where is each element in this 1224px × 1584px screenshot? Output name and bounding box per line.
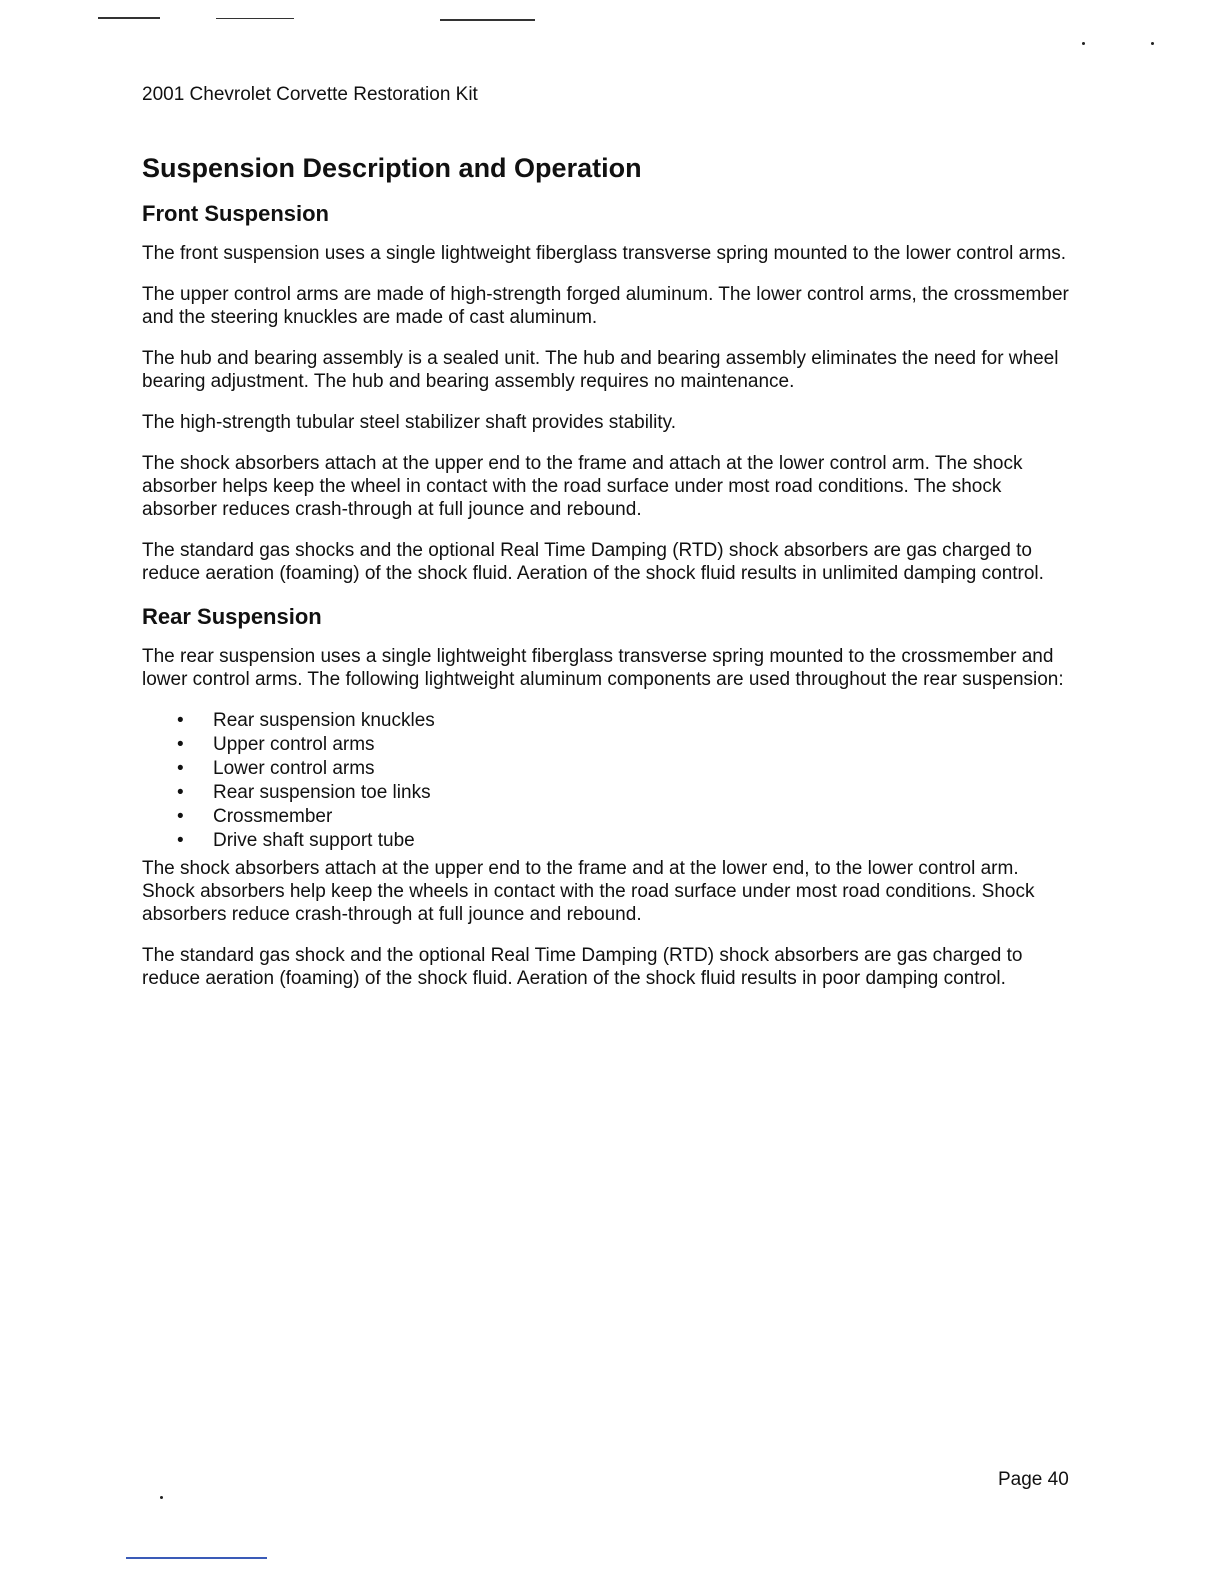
page-title: Suspension Description and Operation <box>142 153 642 183</box>
list-item-text: Upper control arms <box>213 734 375 755</box>
list-item-text: Drive shaft support tube <box>213 830 415 851</box>
scan-dot <box>1082 42 1085 45</box>
front-paragraph: The upper control arms are made of high-strength forged aluminum. The lower control arms, the crossmember and the steering knuckles are made of cast aluminum. <box>142 284 1069 328</box>
rear-suspension-heading: Rear Suspension <box>142 604 322 629</box>
scan-mark <box>440 19 535 21</box>
bullet-icon: • <box>177 782 184 803</box>
rear-paragraph: The standard gas shock and the optional Real Time Damping (RTD) shock absorbers are gas charged to reduce aeration (foaming) of the shock fluid. Aeration of the shock fluid results in poor damping control. <box>142 945 1023 989</box>
rear-intro-paragraph: The rear suspension uses a single lightweight fiberglass transverse spring mounted to the crossmember and lower control arms. The following lightweight aluminum components are used throughout the rear suspension: <box>142 646 1064 690</box>
list-item <box>142 757 1072 781</box>
front-paragraph: The shock absorbers attach at the upper end to the frame and attach at the lower control arm. The shock absorber helps keep the wheel in contact with the road surface under most road conditions. The shock absorber reduces crash-through at full jounce and rebound. <box>142 453 1023 520</box>
scan-dot <box>160 1496 163 1499</box>
bullet-icon: • <box>177 710 184 731</box>
document-header: 2001 Chevrolet Corvette Restoration Kit <box>142 84 478 105</box>
list-item-text: Crossmember <box>213 806 333 827</box>
footer-rule <box>126 1557 267 1559</box>
bullet-icon: • <box>177 734 184 755</box>
list-item-text: Rear suspension toe links <box>213 782 431 803</box>
front-paragraph: The front suspension uses a single lightweight fiberglass transverse spring mounted to the lower control arms. <box>142 243 1067 264</box>
page-number: Page 40 <box>998 1469 1069 1490</box>
scan-mark <box>216 18 294 19</box>
list-item <box>142 733 1072 757</box>
rear-components-list <box>142 709 1072 853</box>
list-item-text: Rear suspension knuckles <box>213 710 435 731</box>
list-item <box>142 805 1072 829</box>
bullet-icon: • <box>177 830 184 851</box>
list-item <box>142 781 1072 805</box>
front-suspension-heading: Front Suspension <box>142 201 329 226</box>
list-item <box>142 709 1072 733</box>
bullet-icon: • <box>177 806 184 827</box>
list-item <box>142 829 1072 853</box>
front-paragraph: The standard gas shocks and the optional Real Time Damping (RTD) shock absorbers are gas charged to reduce aeration (foaming) of the shock fluid. Aeration of the shock fluid results in unlimited damping control. <box>142 540 1044 584</box>
front-paragraph: The high-strength tubular steel stabilizer shaft provides stability. <box>142 412 677 433</box>
list-item-text: Lower control arms <box>213 758 375 779</box>
scan-dot <box>1151 42 1154 45</box>
rear-paragraph: The shock absorbers attach at the upper end to the frame and at the lower end, to the lower control arm. Shock absorbers help keep the wheels in contact with the road surface under most road conditions. Shock absorbers reduce crash-through at full jounce and rebound. <box>142 858 1035 925</box>
bullet-icon: • <box>177 758 184 779</box>
front-paragraph: The hub and bearing assembly is a sealed unit. The hub and bearing assembly eliminates the need for wheel bearing adjustment. The hub and bearing assembly requires no maintenance. <box>142 348 1059 392</box>
document-body <box>142 150 1072 1008</box>
scan-mark <box>98 17 160 19</box>
